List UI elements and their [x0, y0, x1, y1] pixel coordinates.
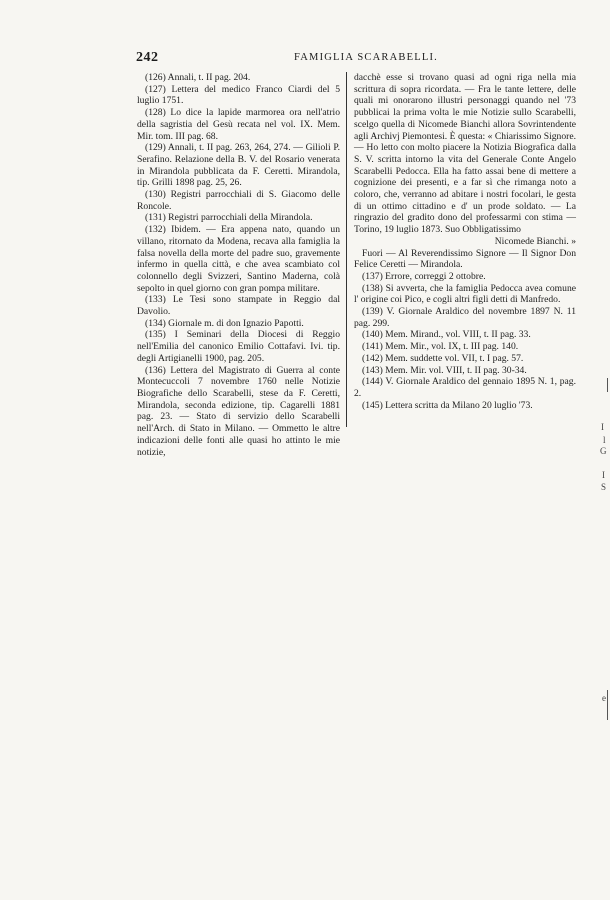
footnote: (138) Si avverta, che la famiglia Pedocca avea comune l' origine coi Pico, e cogli altri figli detti di Manfredo. — [354, 282, 576, 306]
edge-mark: S — [601, 482, 607, 492]
footnote: (137) Errore, correggi 2 ottobre. — [362, 270, 486, 282]
footnote: (133) Le Tesi sono stampate in Reggio dal Davolio. — [137, 294, 340, 318]
footnote: (142) Mem. suddette vol. VII, t. I pag. 57. — [362, 352, 524, 364]
signature: Nicomede Bianchi. » — [494, 235, 576, 247]
edge-mark: I — [601, 422, 604, 432]
footnote: (134) Giornale m. di don Ignazio Papotti. — [145, 317, 304, 329]
page-header — [136, 50, 576, 70]
footnote: (129) Annali, t. II pag. 263, 264, 274. — Gilioli P. Serafino. Relazione della B. V. del Rosario venerata in Mirandola pubblicata da F. Ceretti. Mirandola, tip. Grilli 1898 pag. 25, 26. — [137, 142, 340, 189]
footnote: (135) I Seminari della Diocesi di Reggio nell'Emilia del canonico Emilio Cottafavi. Ivi. tip. degli Artigianelli 1900, pag. 205. — [137, 329, 340, 364]
footnote: (143) Mem. Mir. vol. VIII, t. II pag. 30-34. — [362, 364, 527, 376]
edge-bar — [607, 690, 608, 720]
footnote: Fuori — Al Reverendissimo Signore — Il Signor Don Felice Ceretti — Mirandola. — [354, 247, 576, 271]
footnote: (141) Mem. Mir., vol. IX, t. III pag. 140. — [362, 341, 519, 353]
edge-mark: l — [603, 435, 606, 445]
right-column — [354, 72, 576, 411]
edge-mark: I — [602, 470, 605, 480]
footnote: (126) Annali, t. II pag. 204. — [145, 72, 251, 83]
edge-mark: G — [600, 446, 607, 456]
footnote: (136) Lettera del Magistrato di Guerra al conte Montecuccoli 7 novembre 1760 nelle Notizie Biografiche dello Scarabelli, stese da F. Ceretti, Mirandola, seconda edizione, tip. Cagarelli 1881 pag. 23. — Stato di servizio dello Scarabelli nell'Arch. di Stato in Milano. — Ommetto le altre indicazioni delle fonti alle quasi ho attinto le mie notizie, — [137, 364, 340, 458]
running-title: FAMIGLIA SCARABELLI. — [294, 52, 438, 63]
footnote: (140) Mem. Mirand., vol. VIII, t. II pag. 33. — [362, 329, 531, 341]
footnote: (139) V. Giornale Araldico del novembre 1897 N. 11 pag. 299. — [354, 306, 576, 329]
footnote: (130) Registri parrocchiali di S. Giacomo delle Roncole. — [137, 189, 340, 212]
footnote: (131) Registri parrocchiali della Mirandola. — [145, 212, 313, 224]
footnote: (127) Lettera del medico Franco Ciardi del 5 luglio 1751. — [137, 83, 340, 107]
column-divider — [346, 72, 347, 427]
left-column — [137, 72, 340, 458]
edge-mark: e — [602, 693, 606, 703]
footnote: (144) V. Giornale Araldico del gennaio 1895 N. 1, pag. 2. — [354, 376, 576, 399]
footnote: (132) Ibidem. — Era appena nato, quando un villano, ritornato da Modena, recava alla famiglia la falsa novella della morte del padre suo, gravemente infermo in quella città, e che avea scambiato col colonnello degli Svizzeri, Santino Maderna, colà sepolto in quel giorno con gran pompa militare. — [137, 224, 340, 294]
footnote: (145) Lettera scritta da Milano 20 luglio '73. — [362, 399, 533, 411]
footnote: (128) Lo dice la lapide marmorea ora nell'atrio della sagristia del Gesù recata nel vol. IX. Mem. Mir. tom. III pag. 68. — [137, 107, 340, 142]
page-number: 242 — [136, 50, 159, 65]
footnote-continuation: dacchè esse si trovano quasi ad ogni riga nella mia scrittura di sopra ricordata. — Fra le tante lettere, delle quali mi onorarono illustri personaggi quando nel '73 pubblicai la prima volta le mie Notizie sullo Scarabelli, scelgo quella di Nicomede Bianchi allora Sovrintendente agli Archivj Piemontesi. È questa: « Chiarissimo Signore. — Ho letto con molto piacere la Notizia Biografica dalla S. V. scritta intorno la vita del Generale Conte Angelo Scarabelli Pedocca. Ella ha fatto assai bene di mettere a cognizione dei presenti, e a far sì che rimanga noto a coloro, che, verranno ad abitare i nostri focolari, le gesta di un ottimo cittadino e d' un prode soldato. — La ringrazio del gradito dono del professarmi con stima — Torino, 19 luglio 1873. Suo Obbligatissimo — [354, 72, 576, 236]
edge-bar — [607, 378, 608, 392]
